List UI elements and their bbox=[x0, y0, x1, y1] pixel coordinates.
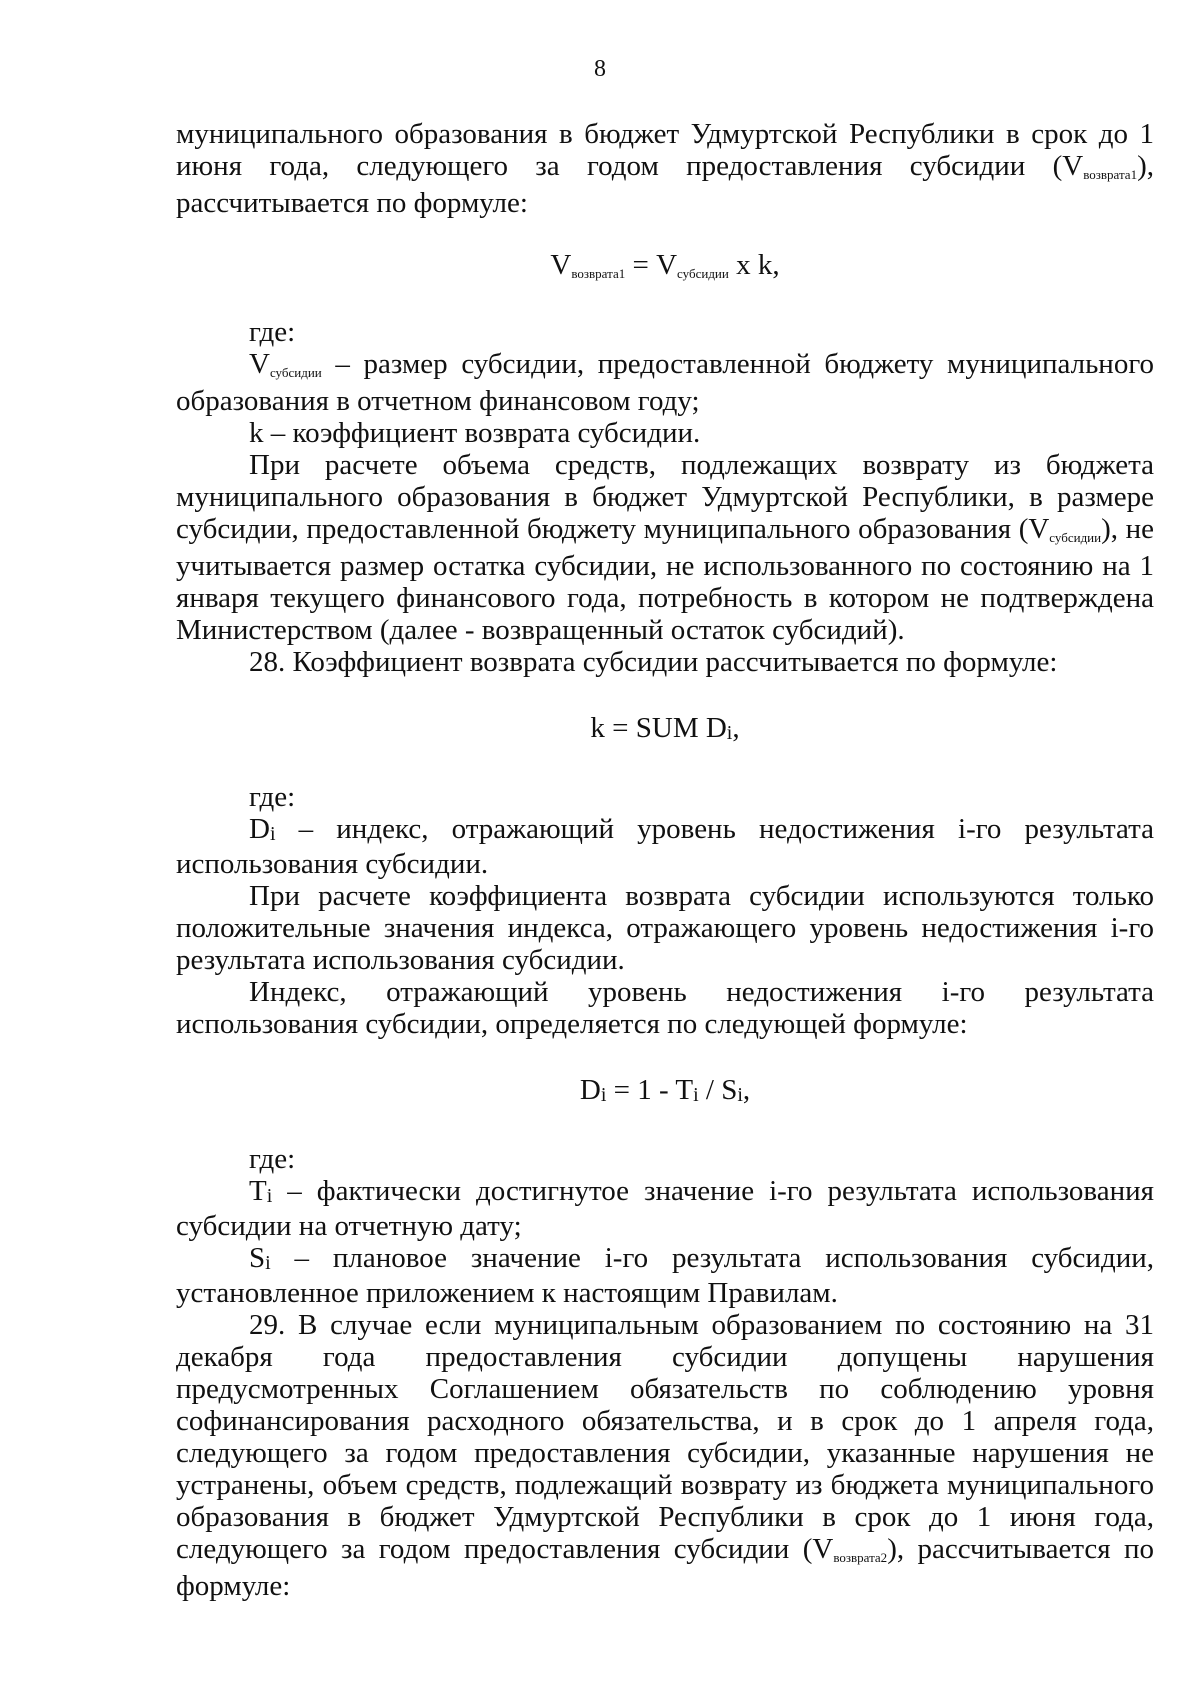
where-label: где: bbox=[249, 1143, 296, 1175]
paragraph-positive-values: При расчете коэффициента возврата субсидии используются только положительные значения индекса, отражающего уровень недостижения i-го результата использования субсидии. bbox=[176, 880, 1154, 976]
formula-di: Di = 1 - Ti / Si, bbox=[579, 1074, 751, 1106]
formula-k: k = SUM Di, bbox=[590, 712, 740, 744]
where-label: где: bbox=[249, 781, 296, 813]
definition-si: Si – плановое значение i-го результата использования субсидии, установленное приложением к настоящим Правилам. bbox=[176, 1242, 1154, 1309]
paragraph-intro: муниципального образования в бюджет Удмуртской Республики в срок до 1 июня года, следующего за годом предоставления субсидии (Vвозврата1), рассчитывается по формуле: bbox=[176, 118, 1154, 219]
formula-v-return-1: Vвозврата1 = Vсубсидии x k, bbox=[550, 249, 780, 281]
where-label: где: bbox=[249, 316, 296, 348]
definition-di: Di – индекс, отражающий уровень недостижения i-го результата использования субсидии. bbox=[176, 813, 1154, 880]
paragraph-28: 28. Коэффициент возврата субсидии рассчитывается по формуле: bbox=[249, 646, 1058, 678]
page-number: 8 bbox=[594, 56, 606, 82]
document-body bbox=[176, 118, 1154, 1602]
paragraph-index-formula: Индекс, отражающий уровень недостижения i-го результата использования субсидии, определяется по следующей формуле: bbox=[176, 976, 1154, 1040]
definition-v-subsidy: Vсубсидии – размер субсидии, предоставленной бюджету муниципального образования в отчетном финансовом году; bbox=[176, 348, 1154, 417]
definition-k: k – коэффициент возврата субсидии. bbox=[249, 417, 701, 449]
definition-ti: Ti – фактически достигнутое значение i-го результата использования субсидии на отчетную дату; bbox=[176, 1175, 1154, 1242]
paragraph-calculation: При расчете объема средств, подлежащих возврату из бюджета муниципального образования в бюджет Удмуртской Республики, в размере субсидии, предоставленной бюджету муниципального образования (Vсубсидии), не учитывается размер остатка субсидии, не использованного по состоянию на 1 января текущего финансового года, потребность в котором не подтверждена Министерством (далее - возвращенный остаток субсидий). bbox=[176, 449, 1154, 646]
paragraph-29: 29. В случае если муниципальным образованием по состоянию на 31 декабря года предоставления субсидии допущены нарушения предусмотренных Соглашением обязательств по соблюдению уровня софинансирования расходного обязательства, и в срок до 1 апреля года, следующего за годом предоставления субсидии, указанные нарушения не устранены, объем средств, подлежащий возврату из бюджета муниципального образования в бюджет Удмуртской Республики в срок до 1 июня года, следующего за годом предоставления субсидии (Vвозврата2), рассчитывается по формуле: bbox=[176, 1309, 1155, 1602]
